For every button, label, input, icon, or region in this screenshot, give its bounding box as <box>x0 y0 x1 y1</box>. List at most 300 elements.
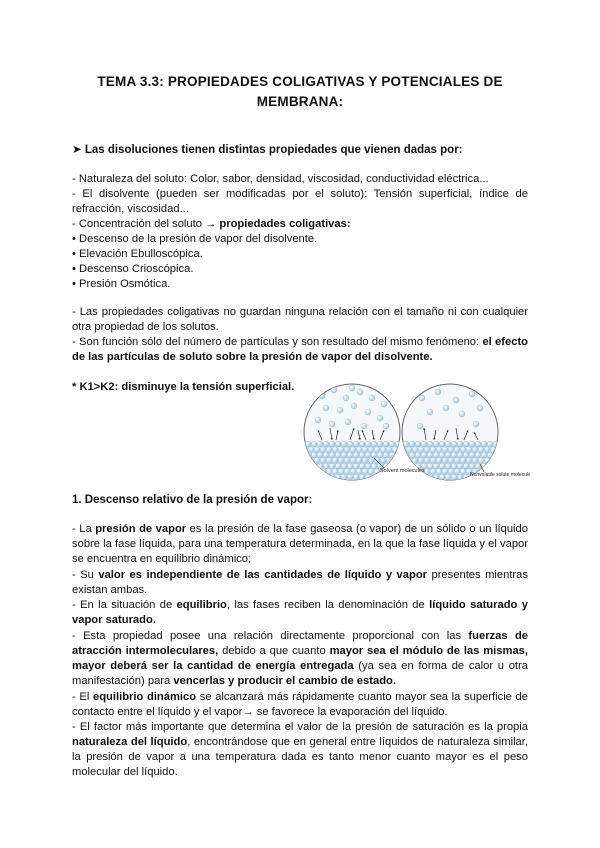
body-text: (ya sea en forma de calor u otra <box>353 660 528 672</box>
solvent-molecule <box>362 447 368 453</box>
solvent-molecule <box>392 458 398 464</box>
vapor-molecule <box>417 423 423 429</box>
solvent-molecule <box>430 447 436 453</box>
solvent-molecule <box>490 458 496 464</box>
solvent-molecule <box>398 480 404 486</box>
solvent-molecule <box>332 480 338 486</box>
solvent-molecule <box>427 452 433 458</box>
solvent-molecule <box>383 452 389 458</box>
bold-text: fuerzas de <box>468 630 528 642</box>
solvent-molecule <box>418 447 424 453</box>
solvent-molecule <box>332 458 338 464</box>
body-text: presentes mientras <box>427 569 528 581</box>
solvent-molecule <box>320 469 326 475</box>
solvent-molecule <box>457 441 463 447</box>
solvent-molecule <box>496 458 502 464</box>
solvent-molecule <box>323 441 329 447</box>
solvent-molecule <box>368 458 374 464</box>
solvent-molecule <box>424 458 430 464</box>
body-text: , las fases reciben la denominación de <box>226 599 430 611</box>
solvent-molecule <box>380 458 386 464</box>
solvent-molecule <box>409 474 415 480</box>
page-title <box>60 72 540 112</box>
section-1-line <box>72 552 528 567</box>
solvent-molecule <box>427 441 433 447</box>
body-text: sobre la fase líquida, para una temperatura determinada, en la que la fase líquida y el vapor <box>72 538 528 550</box>
p2-line-3-text: - Son función sólo del número de partículas y son resultado del mismo fenómeno: <box>72 336 483 348</box>
solvent-molecule <box>344 480 350 486</box>
vapor-molecule <box>453 397 459 403</box>
solvent-molecule <box>445 452 451 458</box>
solvent-molecule <box>335 463 341 469</box>
body-text: - El <box>72 691 93 703</box>
solvent-molecule <box>487 441 493 447</box>
bold-text: líquido saturado y <box>429 599 528 611</box>
solvent-molecule <box>493 463 499 469</box>
title-line-1: TEMA 3.3: PROPIEDADES COLIGATIVAS Y POTENCIALES DE <box>97 74 503 89</box>
solvent-molecule <box>323 474 329 480</box>
solvent-molecule <box>481 441 487 447</box>
body-text: es la presión de la fase gaseosa (o vapor) de un sólido o un líquido <box>186 523 528 535</box>
solvent-molecule <box>380 447 386 453</box>
solvent-molecule <box>457 463 463 469</box>
intro-line-1: - Naturaleza del soluto: Color, sabor, densidad, viscosidad, conductividad eléctrica... <box>72 173 489 185</box>
solvent-molecule <box>481 452 487 458</box>
solvent-molecule <box>329 463 335 469</box>
solvent-molecule <box>386 480 392 486</box>
intro-line-3: refracción, viscosidad... <box>72 203 189 215</box>
vapor-molecule <box>315 417 321 423</box>
solvent-molecule <box>451 463 457 469</box>
solvent-molecule <box>460 480 466 486</box>
solvent-molecule <box>311 452 317 458</box>
solvent-molecule <box>320 447 326 453</box>
bold-text: atracción intermoleculares, <box>72 645 219 657</box>
solvent-molecule <box>436 447 442 453</box>
solvent-molecule <box>457 452 463 458</box>
solvent-molecule <box>365 452 371 458</box>
solvent-molecule <box>350 458 356 464</box>
solvent-molecule <box>460 447 466 453</box>
solvent-molecule <box>314 469 320 475</box>
body-text: debido a que cuanto <box>218 645 330 657</box>
intro-line-4 <box>72 217 528 232</box>
solvent-molecule <box>412 480 418 486</box>
solvent-molecule <box>314 480 320 486</box>
vapor-molecule <box>427 409 433 415</box>
solvent-molecule <box>335 452 341 458</box>
solvent-molecule <box>424 447 430 453</box>
solvent-molecule <box>445 441 451 447</box>
section-1-line <box>72 537 528 552</box>
solvent-molecule <box>308 469 314 475</box>
bold-text: naturaleza del líquido <box>72 736 188 748</box>
section-1-line <box>72 674 528 689</box>
solvent-molecule <box>356 469 362 475</box>
solvent-molecule <box>335 441 341 447</box>
solvent-molecule <box>403 474 409 480</box>
solvent-molecule <box>332 469 338 475</box>
solvent-molecule <box>442 469 448 475</box>
solvent-molecule <box>430 480 436 486</box>
solvent-molecule <box>374 447 380 453</box>
solvent-molecule <box>409 452 415 458</box>
solvent-molecule <box>365 463 371 469</box>
solvent-molecule <box>311 474 317 480</box>
solvent-molecule <box>466 480 472 486</box>
solvent-molecule <box>338 447 344 453</box>
solvent-molecule <box>478 480 484 486</box>
body-text: - Su <box>72 569 99 581</box>
solvent-molecule <box>356 480 362 486</box>
solvent-molecule <box>311 441 317 447</box>
solvent-molecule <box>395 452 401 458</box>
bold-text: mayor sea el módulo de las mismas, <box>329 645 528 657</box>
intro-line-2: - El disolvente (pueden ser modificadas por el soluto): Tensión superficial, índice de <box>72 188 528 200</box>
solvent-molecule <box>338 480 344 486</box>
body-text: - Esta propiedad posee una relación directamente proporcional con las <box>72 630 469 642</box>
solvent-molecule <box>389 441 395 447</box>
solvent-molecule <box>308 447 314 453</box>
solvent-molecule <box>383 474 389 480</box>
solvent-molecule <box>406 480 412 486</box>
body-text: la presión de vapor a una temperatura dada es tanto menor cuanto mayor es el peso <box>72 751 528 763</box>
body-text: manifestación) para <box>72 675 174 687</box>
solvent-molecule <box>302 469 308 475</box>
solvent-molecule <box>362 480 368 486</box>
solvent-molecule <box>472 458 478 464</box>
vapor-molecule <box>365 409 371 415</box>
solute-label: Nonvolatile solute molecules <box>470 472 530 478</box>
solvent-molecule <box>320 458 326 464</box>
p2-line-3 <box>72 335 528 350</box>
solvent-molecule <box>445 474 451 480</box>
section-1-line <box>72 765 528 780</box>
bullet-1: • Descenso de la presión de vapor del disolvente. <box>72 233 318 245</box>
body-text: existan ambas. <box>72 584 148 596</box>
solvent-molecule <box>436 458 442 464</box>
solvent-molecule <box>433 452 439 458</box>
solvent-molecule <box>421 441 427 447</box>
solvent-molecule <box>466 458 472 464</box>
solvent-molecule <box>320 480 326 486</box>
solvent-molecule <box>421 474 427 480</box>
p2-line-3-bold: el efecto <box>482 336 529 348</box>
p2-line-4: de las partículas de soluto sobre la presión de vapor del disolvente. <box>72 351 433 363</box>
p2-line-1: - Las propiedades coligativas no guardan ninguna relación con el tamaño ni con cualquier <box>72 306 528 318</box>
solvent-molecule <box>347 474 353 480</box>
body-text: - La <box>72 523 96 535</box>
solvent-molecule <box>469 441 475 447</box>
section-1-line <box>72 705 528 720</box>
vapor-molecule <box>369 395 375 401</box>
solvent-molecule <box>335 474 341 480</box>
solvent-molecule <box>398 458 404 464</box>
section-1-line <box>72 690 528 705</box>
solvent-molecule <box>302 441 305 447</box>
vapor-molecule <box>361 423 367 429</box>
vapor-molecule <box>469 391 475 397</box>
bold-text: vapor saturado. <box>72 614 156 626</box>
solvent-molecule <box>460 458 466 464</box>
solvent-molecule <box>451 452 457 458</box>
solvent-molecule <box>484 447 490 453</box>
solvent-molecule <box>412 447 418 453</box>
solvent-molecule <box>415 441 421 447</box>
vapor-molecule <box>443 405 449 411</box>
solvent-molecule <box>463 441 469 447</box>
solvent-molecule <box>427 463 433 469</box>
solvent-molecule <box>305 452 311 458</box>
body-text: - El factor más importante que determina el valor de la presión de saturación es la propia <box>72 721 528 733</box>
vapor-pressure-illustration <box>302 380 530 490</box>
solvent-molecule <box>439 463 445 469</box>
vapor-molecule <box>337 407 343 413</box>
solvent-molecule <box>347 441 353 447</box>
solvent-molecule <box>359 463 365 469</box>
solvent-molecule <box>430 458 436 464</box>
solvent-molecule <box>412 458 418 464</box>
section-1-heading: 1. Descenso relativo de la presión de vapor: <box>72 494 313 506</box>
solvent-molecule <box>448 458 454 464</box>
solvent-molecule <box>377 452 383 458</box>
vapor-molecule <box>345 419 351 425</box>
solvent-molecule <box>326 480 332 486</box>
vapor-molecule <box>473 421 479 427</box>
k1-k2-note: * K1>K2: disminuye la tensión superficial. <box>72 381 295 393</box>
solvent-molecule <box>478 458 484 464</box>
vapor-molecule <box>383 423 389 429</box>
intro-heading: ➤ Las disoluciones tienen distintas propiedades que vienen dadas por: <box>72 144 463 156</box>
solvent-molecule <box>451 441 457 447</box>
solvent-molecule <box>326 447 332 453</box>
solvent-molecule <box>326 458 332 464</box>
solvent-molecule <box>403 452 409 458</box>
solvent-molecule <box>338 458 344 464</box>
vapor-pressure-figure <box>302 380 530 490</box>
section-1-line <box>72 735 528 750</box>
section-1-line <box>72 583 528 598</box>
solvent-molecule <box>356 458 362 464</box>
solvent-molecule <box>314 458 320 464</box>
solvent-molecule <box>469 452 475 458</box>
solvent-molecule <box>347 463 353 469</box>
solvent-molecule <box>353 452 359 458</box>
solvent-molecule <box>359 452 365 458</box>
solvent-molecule <box>445 463 451 469</box>
body-text: contacto entre el líquido y el vapor→ se favorece la evaporación del líquido. <box>72 706 448 718</box>
solvent-molecule <box>406 447 412 453</box>
solvent-molecule <box>332 447 338 453</box>
bold-text: mayor deberá ser la cantidad de energía entregada <box>72 660 354 672</box>
section-1-line <box>72 720 528 735</box>
solvent-molecule <box>302 452 305 458</box>
vapor-molecule <box>349 385 355 391</box>
solvent-molecule <box>397 474 403 480</box>
vapor-molecule <box>459 411 465 417</box>
solvent-molecule <box>436 480 442 486</box>
solvent-molecule <box>383 441 389 447</box>
solvent-molecule <box>338 469 344 475</box>
solvent-molecule <box>350 447 356 453</box>
bold-text: presión de vapor <box>95 523 187 535</box>
solvent-molecule <box>344 469 350 475</box>
section-1-line <box>72 644 528 659</box>
solvent-molecule <box>389 474 395 480</box>
solvent-molecule <box>448 447 454 453</box>
section-1-line <box>72 598 528 613</box>
solvent-molecule <box>415 474 421 480</box>
bold-text: equilibrio dinámico <box>92 691 197 703</box>
solvent-molecule <box>490 480 496 486</box>
solvent-molecule <box>430 469 436 475</box>
solvent-molecule <box>356 447 362 453</box>
solvent-molecule <box>421 452 427 458</box>
solvent-molecule <box>460 469 466 475</box>
vapor-molecule <box>435 389 441 395</box>
solvent-molecule <box>302 458 308 464</box>
solvent-molecule <box>377 441 383 447</box>
solvent-molecule <box>395 474 401 480</box>
solvent-molecule <box>442 447 448 453</box>
solvent-molecule <box>484 480 490 486</box>
solvent-molecule <box>329 452 335 458</box>
solvent-molecule <box>380 480 386 486</box>
solvent-molecule <box>365 441 371 447</box>
body-text: - En la situación de <box>72 599 177 611</box>
solvent-molecule <box>377 474 383 480</box>
solvent-molecule <box>362 458 368 464</box>
solvent-molecule <box>371 441 377 447</box>
solvent-molecule <box>493 452 499 458</box>
solvent-molecule <box>475 441 481 447</box>
solvent-molecule <box>359 441 365 447</box>
solvent-molecule <box>305 463 311 469</box>
solvent-molecule <box>418 480 424 486</box>
solvent-molecule <box>302 463 305 469</box>
body-text: se alcanzará más rápidamente cuanto mayor sea la superficie de <box>196 691 529 703</box>
solvent-molecule <box>362 469 368 475</box>
solvent-molecule <box>344 458 350 464</box>
solvent-molecule <box>439 452 445 458</box>
bold-text: vencerlas y producir el cambio de estado. <box>173 675 396 687</box>
bullet-4: • Presión Osmótica. <box>72 278 171 290</box>
solvent-molecule <box>347 452 353 458</box>
bullet-2: • Elevación Ebulloscópica. <box>72 248 203 260</box>
solvent-molecule <box>397 452 403 458</box>
solvent-molecule <box>487 463 493 469</box>
solvent-molecule <box>368 447 374 453</box>
solvent-molecule <box>463 452 469 458</box>
solvent-molecule <box>463 463 469 469</box>
solvent-molecule <box>386 447 392 453</box>
solvent-molecule <box>475 452 481 458</box>
solvent-molecule <box>475 463 481 469</box>
solvent-molecule <box>439 441 445 447</box>
solvent-molecule <box>454 469 460 475</box>
solvent-molecule <box>329 441 335 447</box>
section-1-line <box>72 629 528 644</box>
solvent-molecule <box>353 463 359 469</box>
solvent-molecule <box>371 463 377 469</box>
solvent-molecule <box>451 474 457 480</box>
vapor-molecule <box>419 395 425 401</box>
section-1-line <box>72 750 528 765</box>
body-text: , encontrándose que en general entre líquidos de naturaleza similar, <box>187 736 528 748</box>
solvent-molecule <box>317 474 323 480</box>
solvent-molecule <box>341 441 347 447</box>
solvent-molecule <box>433 463 439 469</box>
solvent-molecule <box>436 469 442 475</box>
solvent-molecule <box>323 452 329 458</box>
solvent-molecule <box>368 480 374 486</box>
section-1-line <box>72 613 528 628</box>
section-1-line <box>72 659 528 674</box>
solvent-molecule <box>496 447 502 453</box>
vapor-molecule <box>357 389 363 395</box>
title-line-2: MEMBRANA: <box>256 94 344 109</box>
solvent-molecule <box>398 447 404 453</box>
solvent-molecule <box>409 441 415 447</box>
solvent-molecule <box>433 441 439 447</box>
intro-line-4-bold: propiedades coligativas: <box>219 218 351 230</box>
solvent-molecule <box>424 480 430 486</box>
solvent-molecule <box>487 452 493 458</box>
bold-text: equilibrio <box>176 599 227 611</box>
solvent-molecule <box>472 480 478 486</box>
bullet-3: • Descenso Crioscópica. <box>72 263 194 275</box>
solvent-molecule <box>433 474 439 480</box>
solvent-molecule <box>302 480 308 486</box>
section-1-line <box>72 568 528 583</box>
solvent-molecule <box>454 447 460 453</box>
intro-line-4-text: - Concentración del soluto → <box>72 218 220 230</box>
solvent-molecule <box>302 474 305 480</box>
section-1-line <box>72 522 528 537</box>
solvent-molecule <box>454 480 460 486</box>
vapor-molecule <box>329 421 335 427</box>
solvent-molecule <box>442 458 448 464</box>
vapor-molecule <box>323 405 329 411</box>
bold-text: valor es independiente de las cantidades de líquido y vapor <box>98 569 428 581</box>
vapor-molecule <box>343 395 349 401</box>
body-text: se encuentra en equilibrio dinámico; <box>72 553 252 565</box>
body-text: molecular del líquido. <box>72 766 178 778</box>
solvent-molecule <box>350 469 356 475</box>
solvent-molecule <box>317 441 323 447</box>
solvent-molecule <box>448 469 454 475</box>
solvent-molecule <box>341 463 347 469</box>
p2-line-2: otra propiedad de los solutos. <box>72 321 219 333</box>
solvent-molecule <box>454 458 460 464</box>
solvent-molecule <box>374 458 380 464</box>
solvent-molecule <box>442 480 448 486</box>
solvent-molecule <box>400 458 406 464</box>
solvent-molecule <box>341 452 347 458</box>
solvent-molecule <box>400 480 406 486</box>
solvent-molecule <box>496 480 502 486</box>
solvent-molecule <box>323 463 329 469</box>
solvent-molecule <box>389 452 395 458</box>
solvent-molecule <box>478 447 484 453</box>
solvent-molecule <box>466 447 472 453</box>
solvent-label: Solvent molecules <box>380 468 425 474</box>
solvent-molecule <box>353 474 359 480</box>
solvent-molecule <box>353 441 359 447</box>
solvent-molecule <box>472 447 478 453</box>
vapor-molecule <box>381 401 387 407</box>
solvent-molecule <box>469 463 475 469</box>
